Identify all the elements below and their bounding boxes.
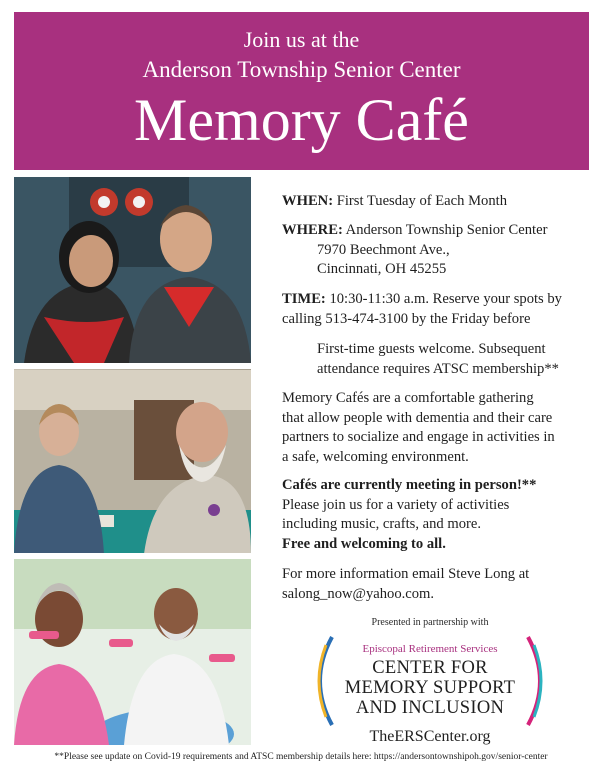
description-line4: a safe, welcoming environment. (282, 448, 469, 465)
in-person-line2: including music, crafts, and more. (282, 516, 481, 532)
contact-email[interactable]: salong_now@yahoo.com. (282, 585, 435, 602)
photo-couple (14, 177, 251, 363)
header-banner (14, 12, 589, 170)
in-person-headline: Cafés are currently meeting in person!** (282, 477, 537, 493)
contact-line1: For more information email Steve Long at (282, 566, 530, 582)
description-line3: partners to socialize and engage in activities in (282, 429, 555, 445)
partner-website[interactable]: TheERSCenter.org (369, 728, 491, 745)
in-person-block (282, 476, 536, 554)
partner-intro: Presented in partnership with (371, 617, 489, 628)
where-label: WHERE: (282, 222, 343, 238)
description-line2: that allow people with dementia and their care (282, 409, 553, 426)
logo-line3: AND INCLUSION (355, 698, 505, 718)
header-venue: Anderson Township Senior Center (142, 57, 461, 82)
description-line1: Memory Cafés are a comfortable gathering (282, 390, 534, 406)
time-line1: 10:30-11:30 a.m. Reserve your spots by (329, 291, 562, 307)
where-line2: 7970 Beechmont Ave., (317, 241, 450, 258)
couple-illustration (14, 177, 251, 363)
free-note: Free and welcoming to all. (282, 535, 446, 552)
header-intro: Join us at the (243, 27, 360, 52)
time-line2: calling 513-474-3100 by the Friday before (282, 310, 531, 327)
when-value: First Tuesday of Each Month (336, 193, 507, 209)
in-person-line1: Please join us for a variety of activities (282, 496, 510, 513)
where-row (282, 221, 547, 280)
guests-line1: First-time guests welcome. Subsequent (317, 341, 546, 357)
photo-exercise (14, 559, 251, 745)
partner-block (310, 617, 550, 745)
crafts-illustration (14, 369, 251, 553)
logo-line2: MEMORY SUPPORT (344, 678, 516, 698)
footnote: **Please see update on Covid-19 requirements and ATSC membership details here: https://andersontownshipoh.gov/senior-center (54, 752, 548, 762)
logo-line1: CENTER FOR (372, 658, 488, 678)
time-label: TIME: (282, 291, 326, 307)
photo-crafts (14, 369, 251, 553)
contact-block (282, 565, 529, 604)
where-line3: Cincinnati, OH 45255 (317, 261, 447, 277)
when-row (282, 192, 507, 212)
exercise-illustration (14, 559, 251, 745)
where-line1: Anderson Township Senior Center (345, 222, 548, 238)
when-label: WHEN: (282, 193, 334, 209)
time-row (282, 290, 562, 329)
page-title: Memory Café (134, 87, 469, 153)
logo-org-name: Episcopal Retirement Services (362, 643, 498, 655)
guests-line2: attendance requires ATSC membership** (317, 360, 559, 377)
guests-note (317, 340, 559, 379)
ers-logo (310, 631, 550, 731)
description (282, 389, 555, 467)
